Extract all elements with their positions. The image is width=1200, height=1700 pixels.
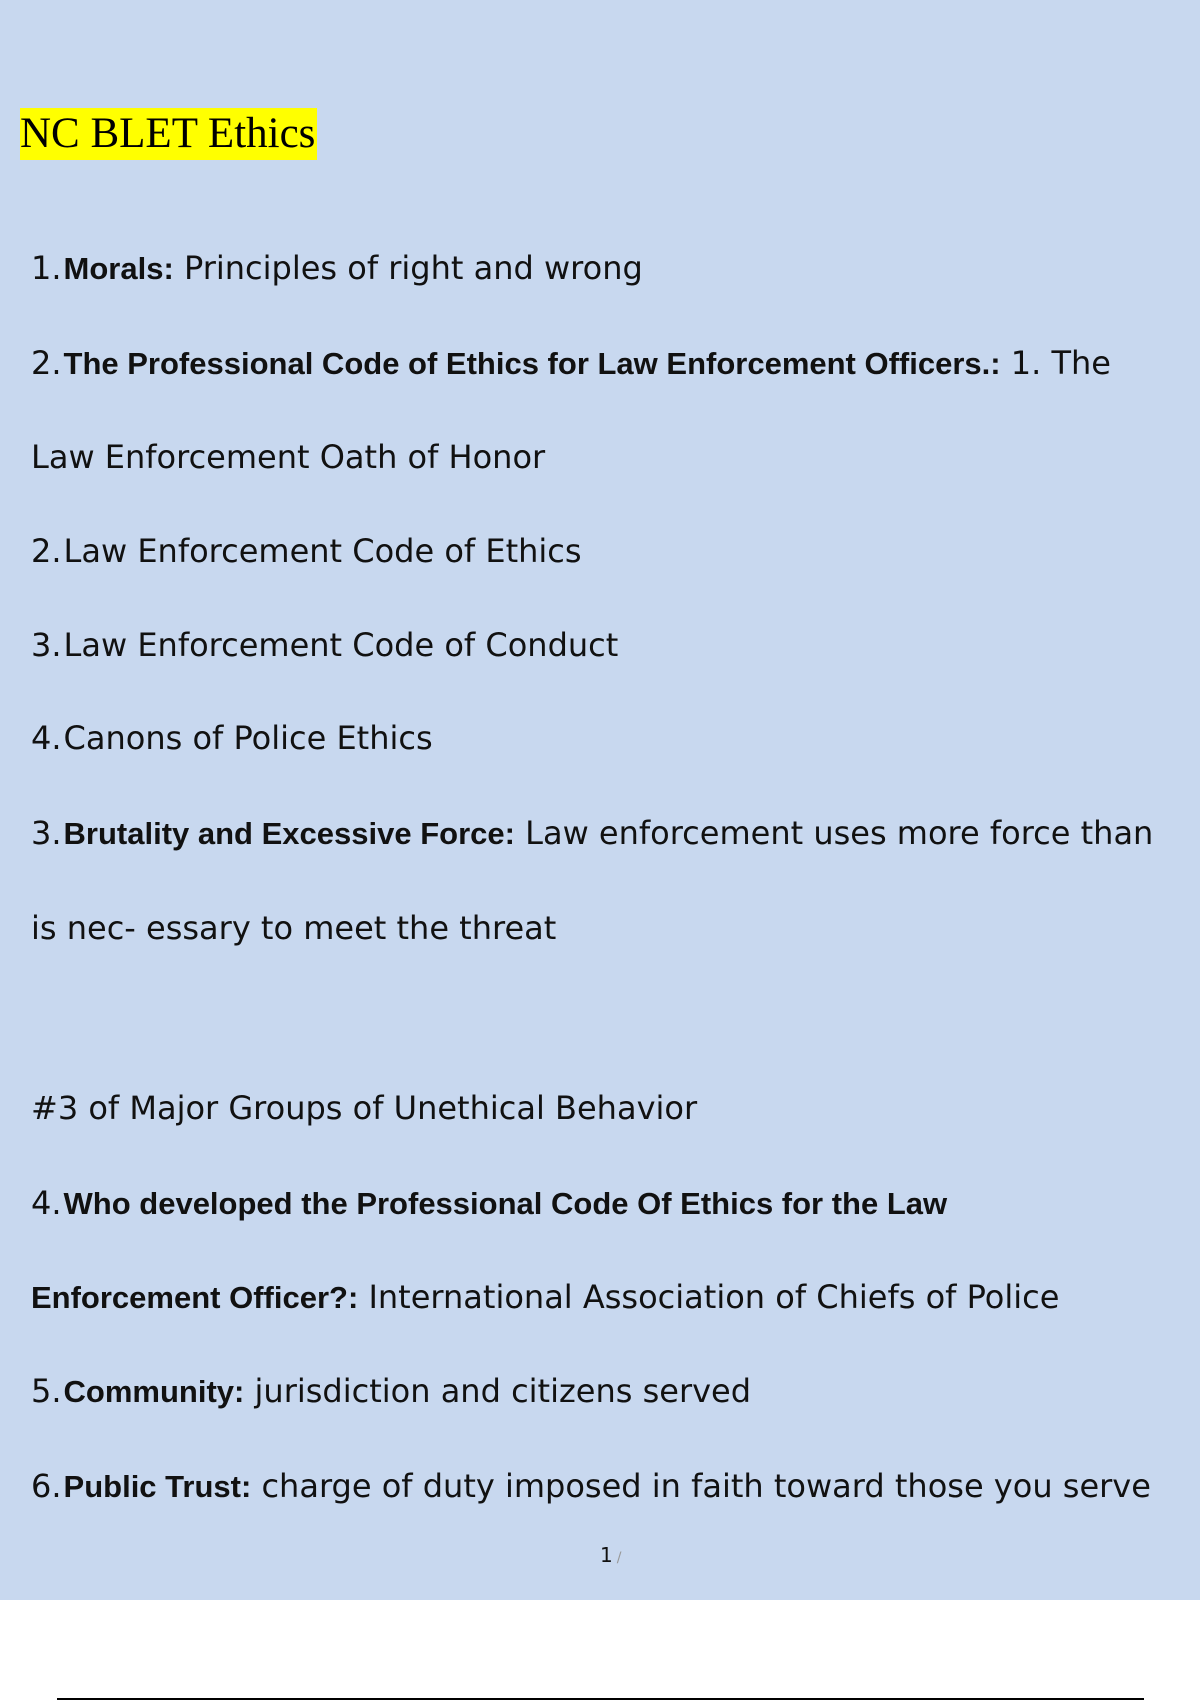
item-number: 3. [31, 626, 62, 664]
item-text: International Association of Chiefs of Police [358, 1278, 1060, 1316]
list-item [31, 718, 1180, 758]
list-item [31, 813, 1180, 854]
page-number [600, 1543, 621, 1570]
item-number: 3. [31, 814, 62, 852]
item-term: Enforcement Officer?: [31, 1280, 359, 1315]
item-text: #3 of Major Groups of Unethical Behavior [31, 1089, 698, 1127]
item-number: 2. [31, 344, 62, 382]
item-term: Brutality and Excessive Force: [63, 816, 515, 851]
item-text: Law Enforcement Code of Ethics [63, 532, 582, 570]
list-item [31, 343, 1180, 384]
item-number: 5. [31, 1372, 62, 1410]
item-text: charge of duty imposed in faith toward those you serve [251, 1467, 1151, 1505]
list-item-continuation [31, 908, 1180, 948]
item-term: Morals: [63, 251, 174, 286]
item-number: 4. [31, 719, 62, 757]
list-item [31, 248, 1180, 289]
item-text: Law enforcement uses more force than [514, 814, 1154, 852]
document-title: NC BLET Ethics [20, 108, 317, 160]
item-term: Who developed the Professional Code Of Ethics for the Law [63, 1186, 948, 1221]
list-item [31, 625, 1180, 665]
item-text: Law Enforcement Code of Conduct [63, 626, 619, 664]
item-number: 6. [31, 1467, 62, 1505]
item-text: Law Enforcement Oath of Honor [31, 438, 546, 476]
list-item [31, 1183, 1180, 1224]
list-item-continuation [31, 1277, 1180, 1318]
item-text: jurisdiction and citizens served [244, 1372, 752, 1410]
item-term: Community: [63, 1374, 245, 1409]
list-item [31, 1466, 1180, 1507]
item-number: 2. [31, 532, 62, 570]
item-term: Public Trust: [63, 1469, 252, 1504]
item-number: 1. [31, 249, 62, 287]
item-text: is nec- essary to meet the threat [31, 909, 557, 947]
item-text: 1. The [1000, 344, 1111, 382]
item-number: 4. [31, 1184, 62, 1222]
list-item [31, 531, 1180, 571]
list-item-note [31, 1088, 1180, 1128]
item-text: Canons of Police Ethics [63, 719, 433, 757]
item-text: Principles of right and wrong [173, 249, 643, 287]
page-number-separator: / [616, 1550, 622, 1566]
item-term: The Professional Code of Ethics for Law Enforcement Officers.: [63, 346, 1001, 381]
list-item [31, 1371, 1180, 1412]
list-item-continuation [31, 437, 1180, 477]
page-number-value: 1 [600, 1543, 613, 1567]
